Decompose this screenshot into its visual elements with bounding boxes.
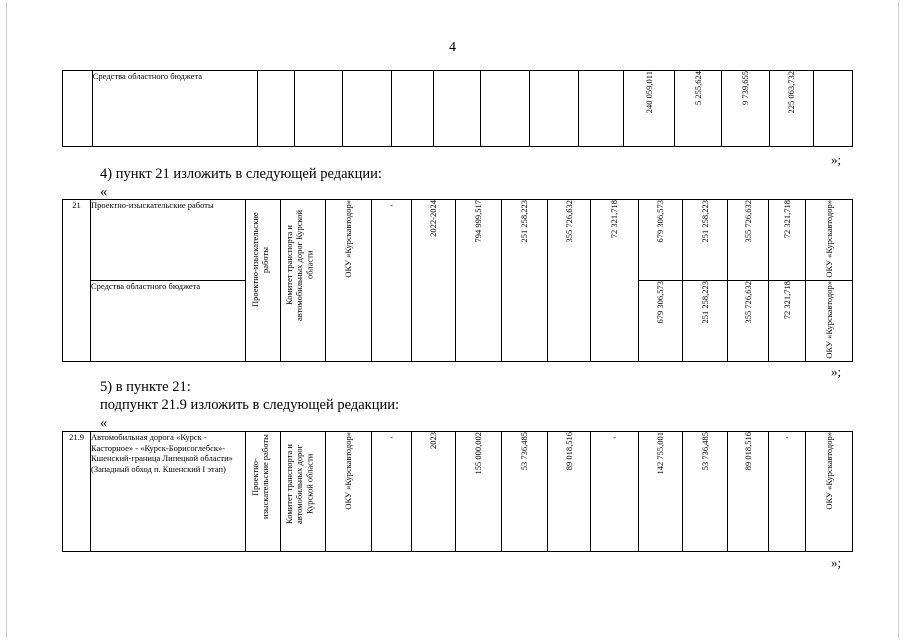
cell-executor: ОКУ «Курскавтодор» bbox=[806, 281, 853, 362]
table-item-21 bbox=[62, 199, 853, 362]
cell-total: 155 000,002 bbox=[456, 432, 502, 552]
closing-quote: »; bbox=[831, 555, 842, 570]
section4-heading: 4) пункт 21 изложить в следующей редакции: bbox=[100, 166, 382, 182]
cell-period: 2022-2024 bbox=[412, 200, 456, 362]
section5-open-quote: « bbox=[100, 415, 108, 431]
cell-budget-label: Средства областного бюджета bbox=[91, 281, 246, 362]
cell-value: 679 306,573 bbox=[639, 200, 683, 281]
table-budget-continuation bbox=[62, 70, 853, 147]
cell-item-name: Автомобильная дорога «Курск - Касторное» - «Курск-Борисоглебск»-Кшенский-граница Липецкой области» (Западный обход п. Кшенский I этап) bbox=[91, 432, 246, 552]
page-number: 4 bbox=[449, 40, 456, 55]
cell-executor: ОКУ «Курскавтодор» bbox=[806, 432, 853, 552]
cell-value: 251 258,223 bbox=[683, 200, 728, 281]
cell-year: 2023 bbox=[412, 432, 456, 552]
section5-line1: 5) в пункте 21: bbox=[100, 379, 191, 395]
cell-value: 72 321,718 bbox=[769, 200, 806, 281]
cell-year-2023: 355 726,632 bbox=[548, 200, 591, 362]
cell-customer: ОКУ «Курскавтодор» bbox=[326, 200, 372, 362]
section4-open-quote: « bbox=[100, 184, 108, 200]
cell-number: 21 bbox=[63, 200, 91, 362]
cell-value: 355 726,632 bbox=[728, 281, 769, 362]
cell-year-2024: 72 321,718 bbox=[591, 200, 639, 362]
cell-value: 142 755,001 bbox=[639, 432, 683, 552]
cell-value: 5 255,624 bbox=[675, 71, 722, 147]
closing-quote: »; bbox=[831, 152, 842, 167]
cell-dash: - bbox=[372, 200, 412, 362]
cell-value: 679 306,573 bbox=[639, 281, 683, 362]
cell-year-2022: 251 258,223 bbox=[502, 200, 548, 362]
cell-budget-label: Средства областного бюджета bbox=[92, 71, 257, 147]
cell-value: 9 739,655 bbox=[722, 71, 770, 147]
cell-value: 72 321,718 bbox=[769, 281, 806, 362]
scan-edge-left bbox=[6, 2, 7, 638]
cell-value: 240 059,011 bbox=[624, 71, 675, 147]
cell-value: 89 018,516 bbox=[728, 432, 769, 552]
cell-number bbox=[63, 71, 93, 147]
closing-quote: »; bbox=[831, 364, 842, 379]
cell-committee: Комитет транспорта и автомобильных дорог Курской области bbox=[281, 432, 326, 552]
cell-value: 225 063,732 bbox=[770, 71, 814, 147]
cell-value: 53 736,485 bbox=[502, 432, 548, 552]
cell-value: 355 726,632 bbox=[728, 200, 769, 281]
cell-work-type: Проектно-изыскательские работы bbox=[246, 432, 281, 552]
table-row bbox=[63, 71, 853, 147]
cell-committee: Комитет транспорта и автомобильных дорог Курской области bbox=[281, 200, 326, 362]
cell-value: 89 018,516 bbox=[548, 432, 591, 552]
cell-item-name: Проектно-изыскательские работы bbox=[91, 200, 246, 281]
cell-total: 794 999,517 bbox=[456, 200, 502, 362]
cell-value: 251 258,223 bbox=[683, 281, 728, 362]
scan-edge-right bbox=[898, 2, 899, 638]
cell-executor: ОКУ «Курскавтодор» bbox=[806, 200, 853, 281]
table-item-21-9 bbox=[62, 431, 853, 552]
section5-line2: подпункт 21.9 изложить в следующей редакции: bbox=[100, 397, 400, 413]
cell-dash: - bbox=[769, 432, 806, 552]
table-row bbox=[63, 432, 853, 552]
cell-dash: - bbox=[372, 432, 412, 552]
cell-number: 21.9 bbox=[63, 432, 91, 552]
cell-customer: ОКУ «Курскавтодор» bbox=[326, 432, 372, 552]
cell-value: 53 736,485 bbox=[683, 432, 728, 552]
cell-dash: - bbox=[591, 432, 639, 552]
cell-work-type: Проектно-изыскательские работы bbox=[246, 200, 281, 362]
table-row bbox=[63, 200, 853, 281]
